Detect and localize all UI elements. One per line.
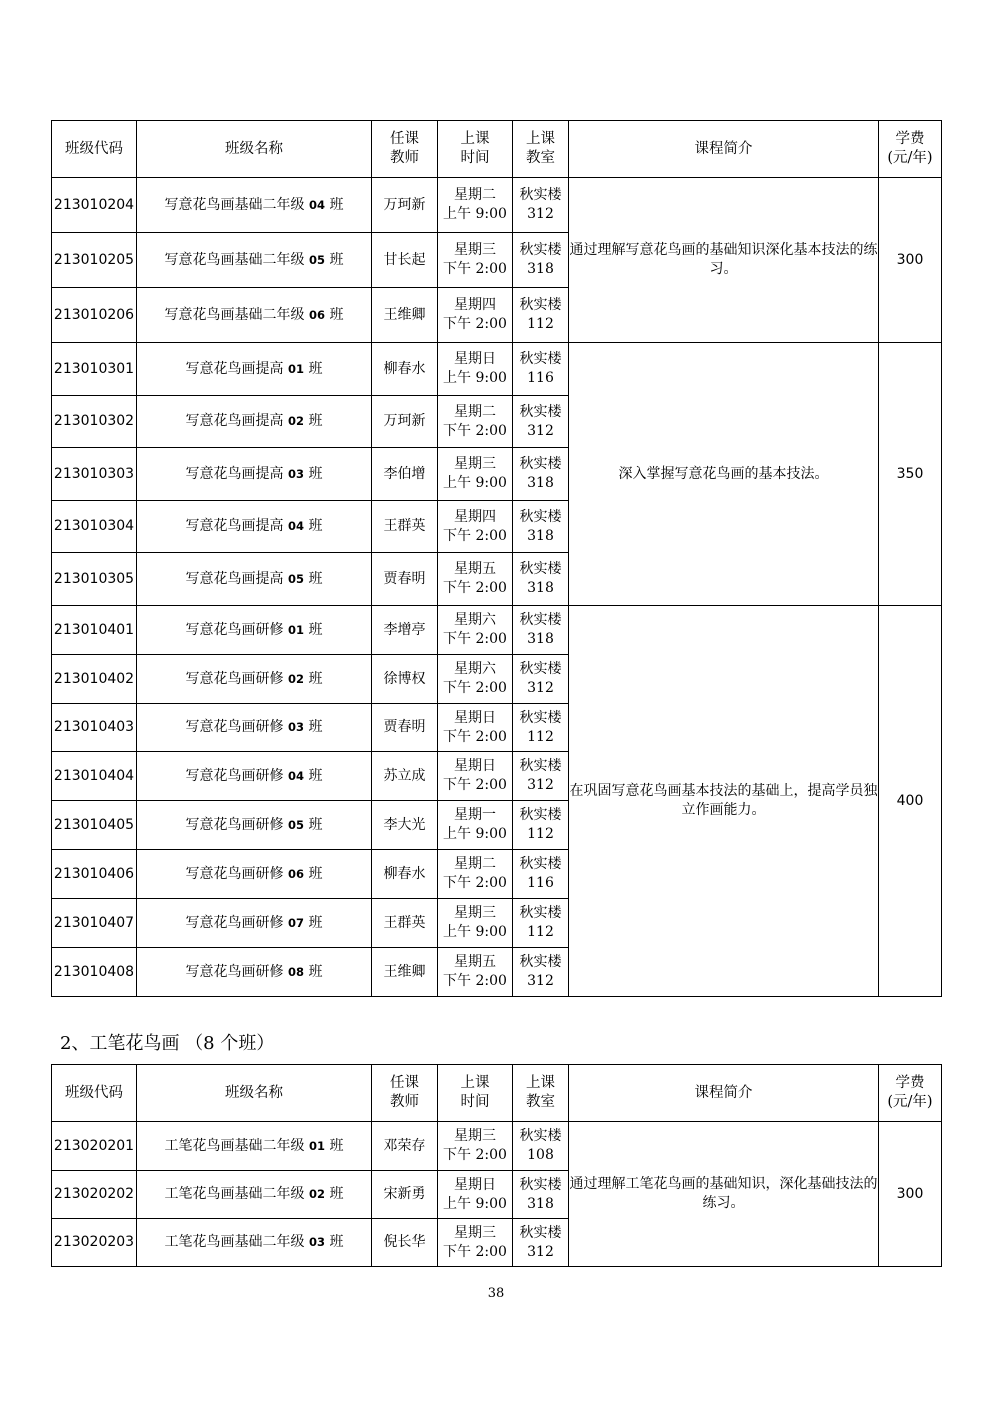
class-time <box>438 850 513 899</box>
class-day: 星期二 <box>454 187 496 203</box>
classroom-building: 秋实楼 <box>519 905 562 921</box>
classroom <box>513 704 569 752</box>
teacher-name: 苏立成 <box>372 752 438 801</box>
class-code: 213010305 <box>52 553 137 606</box>
table-row <box>52 606 942 655</box>
classroom-number: 312 <box>527 777 554 793</box>
class-day: 星期三 <box>454 242 496 258</box>
class-suffix: 班 <box>308 914 323 931</box>
classroom-number: 312 <box>527 680 554 696</box>
class-day: 星期四 <box>454 508 496 525</box>
header-fee <box>879 121 942 178</box>
class-day: 星期六 <box>454 612 496 628</box>
course-table-xieyi <box>51 120 942 997</box>
class-hour: 上午 9:00 <box>443 826 507 842</box>
classroom-building: 秋实楼 <box>519 661 562 677</box>
table-row <box>52 343 942 396</box>
class-code: 213020201 <box>52 1122 137 1171</box>
class-time <box>438 801 513 850</box>
classroom-building: 秋实楼 <box>519 954 562 970</box>
teacher-name: 柳春水 <box>372 850 438 899</box>
classroom-number: 108 <box>527 1147 554 1163</box>
classroom-building: 秋实楼 <box>519 456 562 472</box>
classroom-building: 秋实楼 <box>519 1176 562 1193</box>
header-class-name: 班级名称 <box>137 121 372 178</box>
header-room-line: 上课 <box>526 1075 555 1091</box>
class-hour: 下午 2:00 <box>443 1243 507 1260</box>
teacher-name: 徐博权 <box>372 655 438 704</box>
class-name <box>137 850 372 899</box>
class-suffix: 班 <box>308 963 323 980</box>
classroom-building: 秋实楼 <box>519 187 562 203</box>
class-day: 星期四 <box>454 297 496 313</box>
class-name-text: 写意花鸟画提高 <box>185 570 284 587</box>
classroom-building: 秋实楼 <box>519 1128 562 1144</box>
teacher-name: 王群英 <box>372 899 438 948</box>
classroom <box>513 288 569 343</box>
class-hour: 下午 2:00 <box>443 422 507 439</box>
tuition-fee: 350 <box>879 343 942 606</box>
header-fee-line: 学费 <box>895 1075 925 1091</box>
class-day: 星期二 <box>454 856 496 872</box>
class-suffix: 班 <box>308 621 323 638</box>
class-name-text: 写意花鸟画研修 <box>185 670 284 687</box>
classroom-building: 秋实楼 <box>519 758 562 774</box>
classroom-number: 318 <box>527 631 554 647</box>
classroom-building: 秋实楼 <box>519 561 562 577</box>
class-suffix: 班 <box>329 1186 344 1202</box>
teacher-name: 万珂新 <box>372 178 438 233</box>
class-hour: 下午 2:00 <box>443 777 507 793</box>
class-hour: 上午 9:00 <box>443 924 507 940</box>
course-description: 通过理解工笔花鸟画的基础知识，深化基础技法的练习。 <box>569 1122 879 1267</box>
header-fee-line: (元/年) <box>887 1094 933 1110</box>
classroom-number: 318 <box>527 527 554 544</box>
class-time <box>438 899 513 948</box>
classroom <box>513 655 569 704</box>
classroom-building: 秋实楼 <box>519 856 562 872</box>
class-name <box>137 553 372 606</box>
class-day: 星期日 <box>454 709 496 726</box>
header-time-line: 时间 <box>460 1094 490 1110</box>
class-number: 05 <box>287 817 304 832</box>
class-time <box>438 752 513 801</box>
header-row <box>52 1065 942 1122</box>
header-teacher-line: 任课 <box>390 1075 419 1091</box>
class-name-text: 写意花鸟画研修 <box>185 719 284 735</box>
class-name-text: 工笔花鸟画基础二年级 <box>164 1186 305 1202</box>
class-code: 213010205 <box>52 233 137 288</box>
class-time <box>438 501 513 553</box>
class-name <box>137 233 372 288</box>
class-number: 08 <box>287 964 304 979</box>
class-code: 213010206 <box>52 288 137 343</box>
class-code: 213010404 <box>52 752 137 801</box>
class-day: 星期五 <box>454 561 496 577</box>
class-name-text: 写意花鸟画研修 <box>185 865 284 882</box>
class-suffix: 班 <box>308 413 323 429</box>
class-name-text: 写意花鸟画研修 <box>185 767 284 784</box>
class-hour: 上午 9:00 <box>443 1195 507 1212</box>
class-name <box>137 655 372 704</box>
class-name-text: 写意花鸟画提高 <box>185 518 284 534</box>
class-name <box>137 288 372 343</box>
class-suffix: 班 <box>308 570 323 587</box>
class-day: 星期三 <box>454 1224 496 1241</box>
header-time <box>438 121 513 178</box>
class-name <box>137 752 372 801</box>
class-name-text: 写意花鸟画提高 <box>185 413 284 429</box>
class-time <box>438 1219 513 1267</box>
class-suffix: 班 <box>308 719 323 735</box>
classroom <box>513 948 569 997</box>
header-fee-line: 学费 <box>895 131 925 147</box>
classroom <box>513 1219 569 1267</box>
classroom <box>513 1171 569 1219</box>
header-class-code: 班级代码 <box>52 1065 137 1122</box>
teacher-name: 宋新勇 <box>372 1171 438 1219</box>
teacher-name: 李伯增 <box>372 448 438 501</box>
section-heading-gongbi: 2、工笔花鸟画 （8 个班） <box>60 1033 275 1054</box>
class-hour: 下午 2:00 <box>443 875 507 891</box>
classroom-building: 秋实楼 <box>519 403 562 420</box>
class-code: 213010303 <box>52 448 137 501</box>
header-room <box>513 1065 569 1122</box>
class-name <box>137 1219 372 1267</box>
class-code: 213010204 <box>52 178 137 233</box>
class-name-text: 写意花鸟画基础二年级 <box>164 251 305 268</box>
header-room-line: 教室 <box>526 1094 555 1110</box>
classroom-number: 312 <box>527 422 554 439</box>
classroom <box>513 448 569 501</box>
classroom <box>513 553 569 606</box>
class-day: 星期日 <box>454 1176 496 1193</box>
teacher-name: 贾春明 <box>372 553 438 606</box>
class-suffix: 班 <box>329 1234 344 1250</box>
page-number: 38 <box>487 1286 505 1301</box>
teacher-name: 李增亭 <box>372 606 438 655</box>
class-name-text: 工笔花鸟画基础二年级 <box>164 1137 305 1154</box>
class-hour: 下午 2:00 <box>443 316 507 332</box>
class-hour: 下午 2:00 <box>443 973 507 989</box>
class-time <box>438 553 513 606</box>
class-number: 04 <box>308 197 325 212</box>
header-teacher <box>372 1065 438 1122</box>
course-description: 在巩固写意花鸟画基本技法的基础上，提高学员独立作画能力。 <box>569 606 879 997</box>
teacher-name: 王维卿 <box>372 948 438 997</box>
class-day: 星期三 <box>454 905 496 921</box>
class-time <box>438 178 513 233</box>
class-name-text: 写意花鸟画研修 <box>185 963 284 980</box>
class-hour: 下午 2:00 <box>443 680 507 696</box>
classroom <box>513 850 569 899</box>
class-hour: 下午 2:00 <box>443 728 507 745</box>
classroom-number: 112 <box>527 728 554 745</box>
class-number: 03 <box>308 1235 325 1249</box>
header-time <box>438 1065 513 1122</box>
class-code: 213010408 <box>52 948 137 997</box>
classroom <box>513 1122 569 1171</box>
teacher-name: 万珂新 <box>372 396 438 448</box>
class-number: 04 <box>287 768 304 783</box>
classroom-number: 112 <box>527 826 554 842</box>
class-code: 213020202 <box>52 1171 137 1219</box>
class-hour: 下午 2:00 <box>443 1147 507 1163</box>
header-fee-line: (元/年) <box>887 150 933 166</box>
header-room-line: 上课 <box>526 131 555 147</box>
class-hour: 下午 2:00 <box>443 261 507 277</box>
class-code: 213010407 <box>52 899 137 948</box>
classroom-building: 秋实楼 <box>519 709 562 726</box>
teacher-name: 倪长华 <box>372 1219 438 1267</box>
class-suffix: 班 <box>308 816 323 833</box>
class-suffix: 班 <box>308 465 323 482</box>
table-row <box>52 1122 942 1171</box>
class-number: 01 <box>308 1138 325 1153</box>
teacher-name: 李大光 <box>372 801 438 850</box>
class-name-text: 工笔花鸟画基础二年级 <box>164 1234 305 1250</box>
header-time-line: 上课 <box>460 131 490 147</box>
class-suffix: 班 <box>329 306 344 323</box>
classroom-building: 秋实楼 <box>519 508 562 525</box>
header-time-line: 上课 <box>460 1075 490 1091</box>
classroom-number: 312 <box>527 973 554 989</box>
classroom-number: 318 <box>527 475 554 491</box>
teacher-name: 王群英 <box>372 501 438 553</box>
class-hour: 下午 2:00 <box>443 527 507 544</box>
class-day: 星期二 <box>454 403 496 420</box>
classroom-building: 秋实楼 <box>519 807 562 823</box>
teacher-name: 甘长起 <box>372 233 438 288</box>
classroom <box>513 752 569 801</box>
class-time <box>438 655 513 704</box>
class-day: 星期六 <box>454 661 496 677</box>
classroom <box>513 178 569 233</box>
classroom-building: 秋实楼 <box>519 351 562 367</box>
class-code: 213010403 <box>52 704 137 752</box>
class-name <box>137 501 372 553</box>
classroom-number: 112 <box>527 316 554 332</box>
class-time <box>438 606 513 655</box>
class-code: 213010401 <box>52 606 137 655</box>
class-name <box>137 343 372 396</box>
course-description: 通过理解写意花鸟画的基础知识深化基本技法的练习。 <box>569 178 879 343</box>
tuition-fee: 300 <box>879 178 942 343</box>
class-name <box>137 606 372 655</box>
class-code: 213010301 <box>52 343 137 396</box>
class-name <box>137 178 372 233</box>
class-number: 02 <box>287 671 304 686</box>
class-suffix: 班 <box>308 518 323 534</box>
classroom-building: 秋实楼 <box>519 1224 562 1241</box>
teacher-name: 贾春明 <box>372 704 438 752</box>
class-day: 星期一 <box>454 807 496 823</box>
class-number: 04 <box>287 519 304 533</box>
classroom-number: 312 <box>527 206 554 222</box>
tuition-fee: 300 <box>879 1122 942 1267</box>
class-day: 星期五 <box>454 954 496 970</box>
class-name-text: 写意花鸟画基础二年级 <box>164 306 305 323</box>
class-time <box>438 233 513 288</box>
class-time <box>438 704 513 752</box>
header-room <box>513 121 569 178</box>
class-time <box>438 448 513 501</box>
classroom-number: 318 <box>527 261 554 277</box>
class-code: 213010406 <box>52 850 137 899</box>
header-class-name: 班级名称 <box>137 1065 372 1122</box>
class-number: 07 <box>287 915 304 930</box>
class-time <box>438 343 513 396</box>
classroom-number: 116 <box>527 875 554 891</box>
class-hour: 上午 9:00 <box>443 370 507 386</box>
class-code: 213010302 <box>52 396 137 448</box>
classroom <box>513 606 569 655</box>
class-name-text: 写意花鸟画研修 <box>185 816 284 833</box>
class-name <box>137 1122 372 1171</box>
header-description: 课程简介 <box>569 1065 879 1122</box>
class-hour: 上午 9:00 <box>443 206 507 222</box>
class-number: 05 <box>308 252 325 267</box>
table-row <box>52 178 942 233</box>
class-number: 01 <box>287 361 304 376</box>
classroom-building: 秋实楼 <box>519 297 562 313</box>
class-time <box>438 948 513 997</box>
class-hour: 上午 9:00 <box>443 475 507 491</box>
class-suffix: 班 <box>329 196 344 213</box>
class-code: 213010405 <box>52 801 137 850</box>
teacher-name: 邓荣存 <box>372 1122 438 1171</box>
class-number: 06 <box>308 307 325 322</box>
class-name <box>137 396 372 448</box>
class-suffix: 班 <box>308 767 323 784</box>
class-name-text: 写意花鸟画提高 <box>185 360 284 377</box>
header-room-line: 教室 <box>526 150 555 166</box>
teacher-name: 柳春水 <box>372 343 438 396</box>
header-fee <box>879 1065 942 1122</box>
classroom <box>513 801 569 850</box>
class-suffix: 班 <box>308 865 323 882</box>
class-day: 星期日 <box>454 758 496 774</box>
class-time <box>438 1122 513 1171</box>
class-name <box>137 899 372 948</box>
class-suffix: 班 <box>329 251 344 268</box>
class-time <box>438 396 513 448</box>
teacher-name: 王维卿 <box>372 288 438 343</box>
class-name <box>137 948 372 997</box>
class-time <box>438 288 513 343</box>
classroom-number: 112 <box>527 924 554 940</box>
header-class-code: 班级代码 <box>52 121 137 178</box>
tuition-fee: 400 <box>879 606 942 997</box>
class-code: 213010304 <box>52 501 137 553</box>
classroom <box>513 343 569 396</box>
class-suffix: 班 <box>308 670 323 687</box>
class-number: 02 <box>308 1187 325 1201</box>
class-day: 星期三 <box>454 1128 496 1144</box>
class-code: 213010402 <box>52 655 137 704</box>
class-name-text: 写意花鸟画基础二年级 <box>164 196 305 213</box>
class-number: 03 <box>287 466 304 481</box>
class-name <box>137 704 372 752</box>
classroom-number: 318 <box>527 580 554 596</box>
header-teacher-line: 任课 <box>390 131 419 147</box>
class-day: 星期日 <box>454 351 496 367</box>
header-teacher <box>372 121 438 178</box>
classroom-number: 312 <box>527 1243 554 1260</box>
course-description: 深入掌握写意花鸟画的基本技法。 <box>569 343 879 606</box>
classroom-number: 116 <box>527 370 554 386</box>
classroom <box>513 396 569 448</box>
class-name-text: 写意花鸟画研修 <box>185 914 284 931</box>
classroom-number: 318 <box>527 1195 554 1212</box>
class-name-text: 写意花鸟画提高 <box>185 465 284 482</box>
header-teacher-line: 教师 <box>390 150 419 166</box>
class-day: 星期三 <box>454 456 496 472</box>
course-table-gongbi <box>51 1064 942 1267</box>
classroom <box>513 233 569 288</box>
class-number: 05 <box>287 571 304 586</box>
classroom <box>513 501 569 553</box>
class-number: 03 <box>287 720 304 734</box>
classroom-building: 秋实楼 <box>519 242 562 258</box>
header-time-line: 时间 <box>460 150 490 166</box>
classroom-building: 秋实楼 <box>519 612 562 628</box>
class-suffix: 班 <box>308 360 323 377</box>
classroom <box>513 899 569 948</box>
class-name <box>137 801 372 850</box>
header-row <box>52 121 942 178</box>
class-number: 02 <box>287 414 304 428</box>
header-teacher-line: 教师 <box>390 1094 419 1110</box>
class-hour: 下午 2:00 <box>443 631 507 647</box>
class-name <box>137 1171 372 1219</box>
header-description: 课程简介 <box>569 121 879 178</box>
class-number: 06 <box>287 866 304 881</box>
class-name <box>137 448 372 501</box>
class-time <box>438 1171 513 1219</box>
class-suffix: 班 <box>329 1137 344 1154</box>
class-code: 213020203 <box>52 1219 137 1267</box>
class-hour: 下午 2:00 <box>443 580 507 596</box>
class-number: 01 <box>287 622 304 637</box>
class-name-text: 写意花鸟画研修 <box>185 621 284 638</box>
